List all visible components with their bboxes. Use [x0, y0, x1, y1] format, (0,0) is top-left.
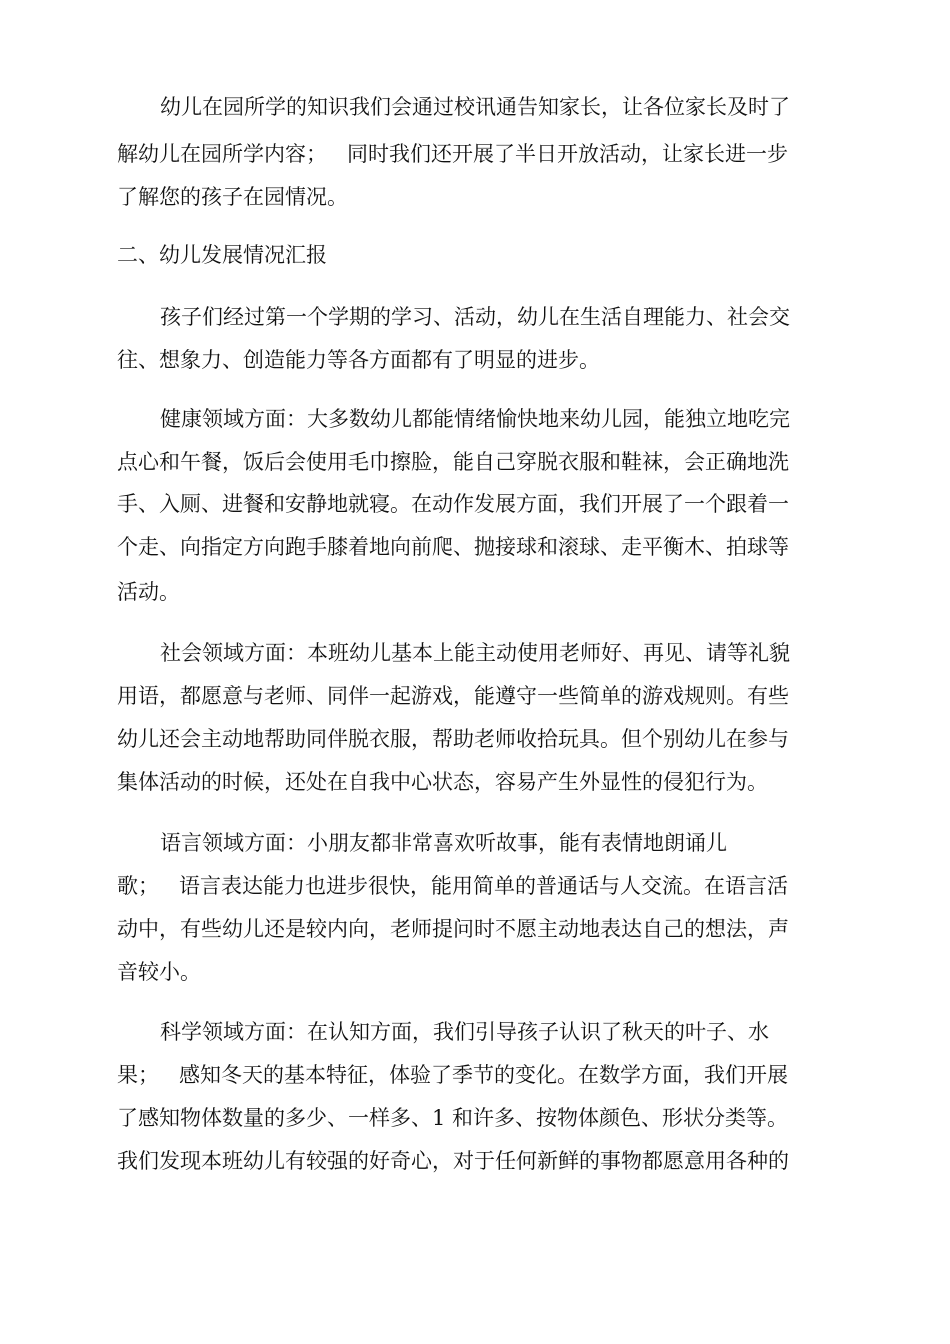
- text-line: 社会领域方面：本班幼儿基本上能主动使用老师好、再见、请等礼貌: [160, 641, 790, 665]
- text-line: 点心和午餐，饭后会使用毛巾擦脸，能自己穿脱衣服和鞋袜，会正确地洗: [117, 450, 789, 474]
- text-line: 幼儿还会主动地帮助同伴脱衣服，帮助老师收拾玩具。但个别幼儿在参与: [117, 727, 789, 751]
- text-line: 动中，有些幼儿还是较内向，老师提问时不愿主动地表达自己的想法，声: [117, 917, 789, 941]
- text-line: 往、想象力、创造能力等各方面都有了明显的进步。: [117, 348, 600, 372]
- section-heading: 二、幼儿发展情况汇报: [117, 243, 327, 267]
- text-line: 果； 感知冬天的基本特征，体验了季节的变化。在数学方面，我们开展: [117, 1063, 789, 1087]
- text-line: 个走、向指定方向跑手膝着地向前爬、抛接球和滚球、走平衡木、拍球等: [117, 535, 789, 559]
- text-line: 科学领域方面：在认知方面，我们引导孩子认识了秋天的叶子、水: [160, 1020, 769, 1044]
- text-line: 了感知物体数量的多少、一样多、1 和许多、按物体颜色、形状分类等。: [117, 1106, 789, 1130]
- text-line: 健康领域方面：大多数幼儿都能情绪愉快地来幼儿园，能独立地吃完: [160, 407, 790, 431]
- text-line: 幼儿在园所学的知识我们会通过校讯通告知家长，让各位家长及时了: [160, 95, 790, 119]
- text-line: 语言领域方面：小朋友都非常喜欢听故事，能有表情地朗诵儿: [160, 831, 727, 855]
- text-line: 音较小。: [117, 960, 201, 984]
- text-line: 活动。: [117, 580, 180, 604]
- text-line: 解幼儿在园所学内容； 同时我们还开展了半日开放活动，让家长进一步: [117, 142, 789, 166]
- text-line: 歌； 语言表达能力也进步很快，能用简单的普通话与人交流。在语言活: [117, 874, 789, 898]
- text-line: 孩子们经过第一个学期的学习、活动，幼儿在生活自理能力、社会交: [160, 305, 790, 329]
- text-line: 我们发现本班幼儿有较强的好奇心，对于任何新鲜的事物都愿意用各种的: [117, 1149, 789, 1173]
- text-line: 手、入厕、进餐和安静地就寝。在动作发展方面，我们开展了一个跟着一: [117, 492, 789, 516]
- text-line: 集体活动的时候，还处在自我中心状态，容易产生外显性的侵犯行为。: [117, 770, 768, 794]
- text-line: 了解您的孩子在园情况。: [117, 185, 348, 209]
- text-line: 用语，都愿意与老师、同伴一起游戏，能遵守一些简单的游戏规则。有些: [117, 684, 789, 708]
